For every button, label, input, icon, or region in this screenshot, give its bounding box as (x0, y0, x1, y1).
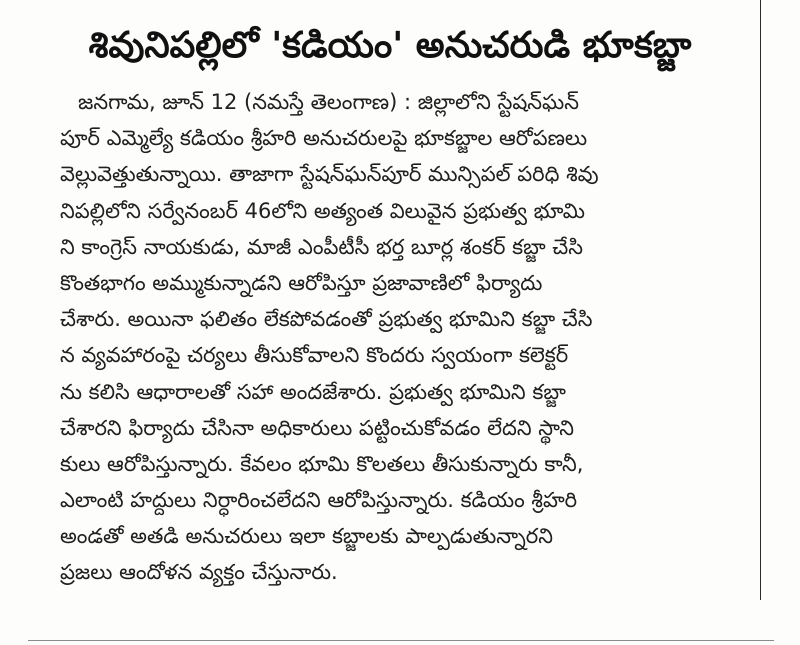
body-line: వెల్లువెత్తుతున్నాయి. తాజాగా స్టేషన్‌ఘన్‌పూర్ మున్సిపల్ పరిధి శివు (60, 162, 599, 187)
body-line: జనగామ, జూన్ 12 (నమస్తే తెలంగాణ) : జిల్లాలోని స్టేషన్‌ఘన్ (78, 90, 580, 114)
body-line: ని కాంగ్రెస్ నాయకుడు, మాజీ ఎంపీటీసీ భర్త బూర్ల శంకర్ కబ్జా చేసి (60, 234, 583, 259)
body-line: కులు ఆరోపిస్తున్నారు. కేవలం భూమి కొలతలు తీసుకున్నారు కానీ, (60, 451, 584, 476)
body-line: ను కలిసి ఆధారాలతో సహా అందజేశారు. ప్రభుత్వ భూమిని కబ్జా (60, 379, 566, 404)
headline: శివునిపల్లిలో 'కడియం' అనుచరుడి భూకబ్జా (88, 25, 692, 66)
body-line: న వ్యవహారంపై చర్యలు తీసుకోవాలని కొందరు స్వయంగా కలెక్టర్ (60, 343, 569, 368)
body-line: చేశారు. అయినా ఫలితం లేకపోవడంతో ప్రభుత్వ భూమిని కబ్జా చేసి (60, 307, 593, 332)
body-line: పూర్ ఎమ్మెల్యే కడియం శ్రీహరి అనుచరులపై భూకబ్జాల ఆరోపణలు (60, 126, 588, 151)
body-line: కొంతభాగం అమ్ముకున్నాడని ఆరోపిస్తూ ప్రజావాణిలో ఫిర్యాదు (60, 270, 543, 295)
body-line: అండతో అతడి అనుచరులు ఇలా కబ్జాలకు పాల్పడుతున్నారని (60, 524, 553, 549)
body-line: ఎలాంటి హద్దులు నిర్ధారించలేదని ఆరోపిస్తున్నారు. కడియం శ్రీహరి (60, 488, 578, 513)
bottom-divider (28, 640, 774, 641)
column-divider (760, 0, 761, 600)
body-line: ప్రజలు ఆందోళన వ్యక్తం చేస్తునారు. (60, 560, 338, 585)
body-line: నిపల్లిలోని సర్వేనంబర్ 46లోని అత్యంత విలువైన ప్రభుత్వ భూమి (60, 198, 585, 223)
body-line: చేశారని ఫిర్యాదు చేసినా అధికారులు పట్టించుకోవడం లేదని స్థాని (60, 415, 574, 440)
article-body (60, 84, 748, 591)
